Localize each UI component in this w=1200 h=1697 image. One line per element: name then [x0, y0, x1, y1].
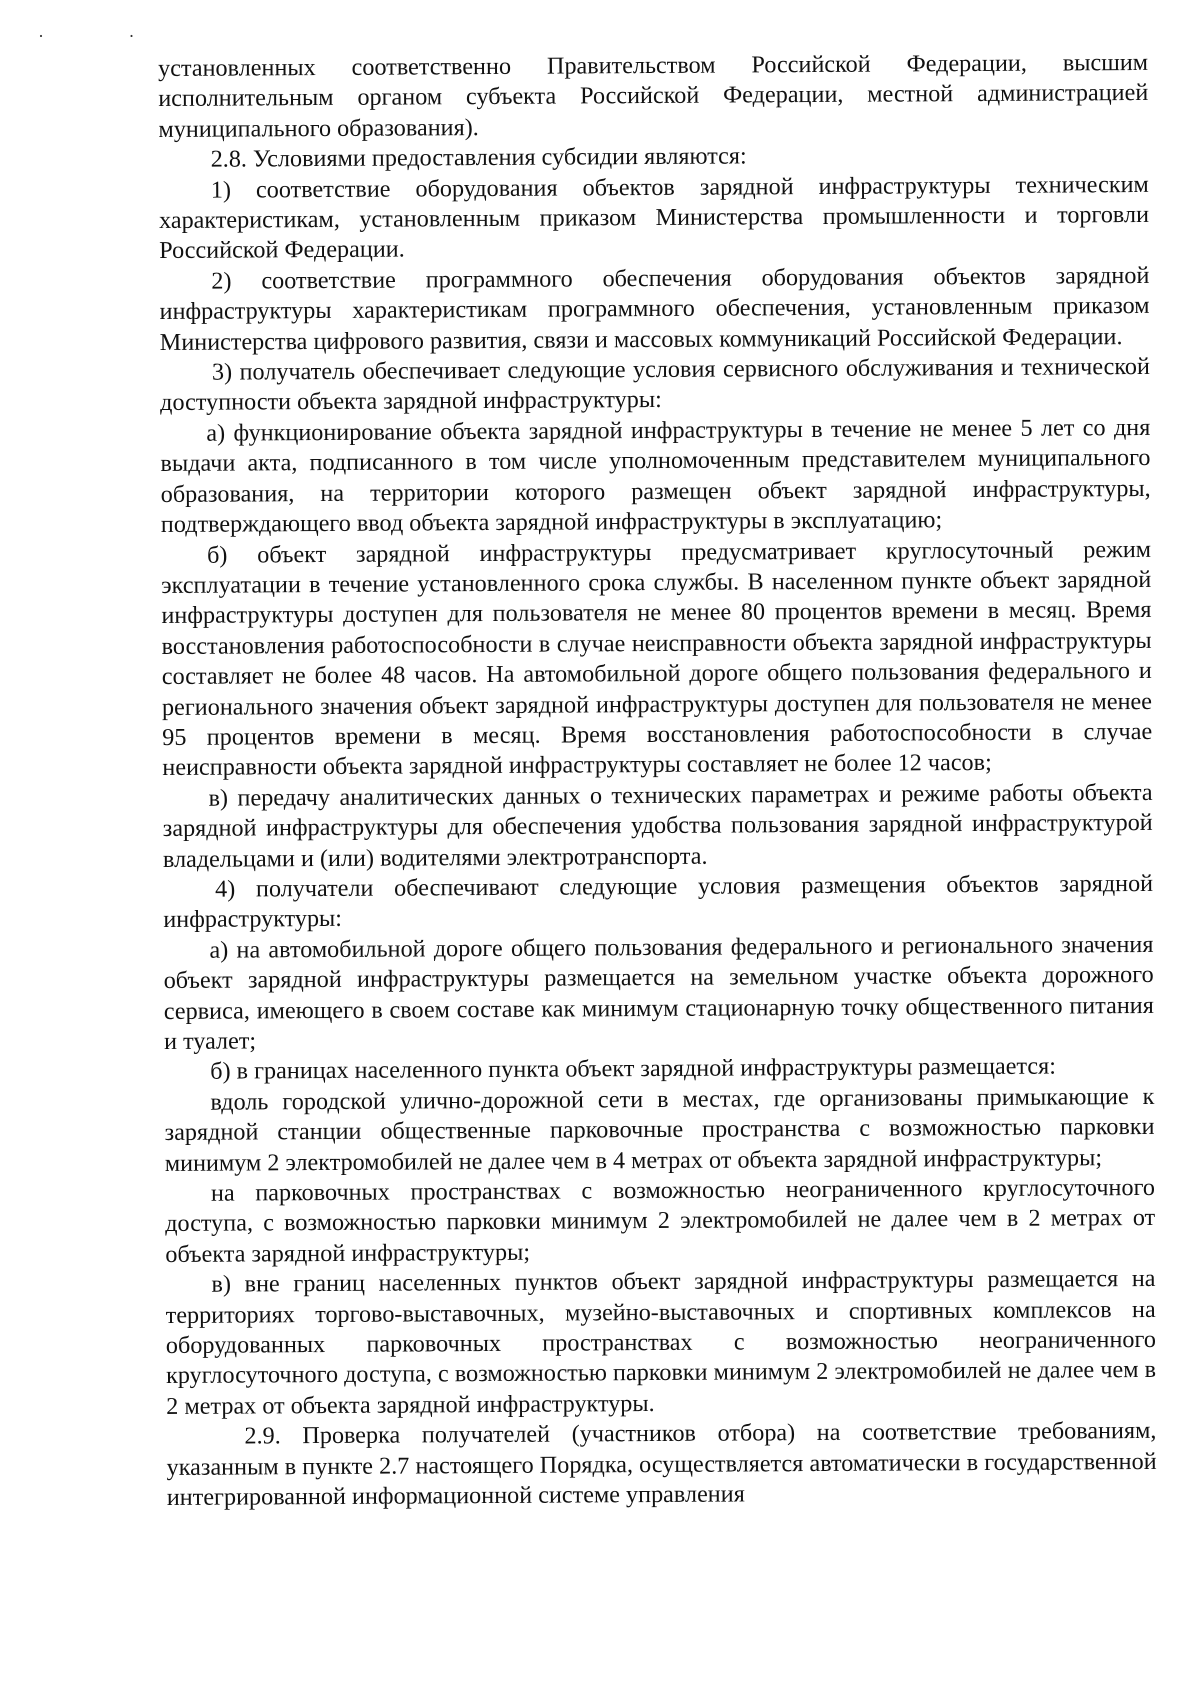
paragraph-continuation: установленных соответственно Правительством Российской Федерации, высшим исполнительным органом субъекта Российской Федерации, местной администрацией муниципального образования).	[158, 48, 1149, 143]
paragraph-condition-4b: б) в границах населенного пункта объект зарядной инфраструктуры размещается:	[210, 1052, 1056, 1086]
paragraph-condition-3a: а) функционирование объекта зарядной инфраструктуры в течение не менее 5 лет со дня выдачи акта, подписанного в том числе уполномоченным представителем муниципального образования, на территории которого размещен объект зарядной инфраструктуры, подтверждающего ввод объекта зарядной инфраструктуры в эксплуатацию;	[160, 413, 1151, 539]
document-page	[158, 48, 1157, 1514]
paragraph-condition-4v: в) вне границ населенных пунктов объект зарядной инфраструктуры размещается на территориях торгово-выставочных, музейно-выставочных и спортивных комплексов на оборудованных парковочных пространствах с возможностью неограниченного круглосуточного доступа, с возможностью парковки минимум 2 электромобилей не далее чем в 2 метрах от объекта зарядной инфраструктуры.	[165, 1265, 1157, 1420]
paragraph-condition-4a: а) на автомобильной дороге общего пользования федерального и регионального значения объект зарядной инфраструктуры размещается на земельном участке объекта дорожного сервиса, имеющего в своем составе как минимум стационарную точку общественного питания и туалет;	[163, 930, 1154, 1055]
paragraph-condition-3b: б) объект зарядной инфраструктуры предусматривает круглосуточный режим эксплуатации в течение установленного срока службы. В населенном пункте объект зарядной инфраструктуры доступен для пользователя не менее 80 процентов времени в месяц. Время восстановления работоспособности в случае неисправности объекта зарядной инфраструктуры составляет не более 48 часов. На автомобильной дороге общего пользования федерального и регионального значения объект зарядной инфраструктуры доступен для пользователя не менее 95 процентов времени в месяц. Время восстановления работоспособности в случае неисправности объекта зарядной инфраструктуры составляет не более 12 часов;	[161, 535, 1153, 782]
paragraph-2-9: 2.9. Проверка получателей (участников отбора) на соответствие требованиям, указанным в пункте 2.7 настоящего Порядка, осуществляется автоматически в государственной интегрированной информационной системе управления	[166, 1417, 1157, 1512]
paragraph-condition-3v: в) передачу аналитических данных о технических параметрах и режиме работы объекта зарядной инфраструктуры для обеспечения удобства пользования зарядной инфраструктурой владельцами и (или) водителями электротранспорта.	[162, 778, 1153, 873]
paragraph-condition-3: 3) получатель обеспечивает следующие условия сервисного обслуживания и технической доступности объекта зарядной инфраструктуры:	[160, 353, 1151, 417]
paragraph-condition-4: 4) получатели обеспечивают следующие условия размещения объектов зарядной инфраструктуры:	[163, 869, 1154, 934]
paragraph-condition-1: 1) соответствие оборудования объектов зарядной инфраструктуры техническим характеристикам, установленным приказом Министерства промышленности и торговли Российской Федерации.	[158, 170, 1150, 265]
paragraph-condition-2: 2) соответствие программного обеспечения оборудования объектов зарядной инфраструктуры характеристикам программного обеспечения, установленным приказом Министерства цифрового развития, связи и массовых коммуникаций Российской Федерации.	[159, 261, 1150, 356]
paragraph-condition-4b-street: вдоль городской улично-дорожной сети в местах, где организованы примыкающие к зарядной станции общественные парковочные пространства с возможностью парковки минимум 2 электромобилей не далее чем в 4 метрах от объекта зарядной инфраструктуры;	[164, 1082, 1155, 1177]
paragraph-condition-4b-parking: на парковочных пространствах с возможностью неограниченного круглосуточного доступа, с возможностью парковки минимум 2 электромобилей не далее чем в 2 метрах от объекта зарядной инфраструктуры;	[165, 1173, 1156, 1268]
paragraph-2-8-heading: 2.8. Условиями предоставления субсидии являются:	[210, 142, 747, 173]
scan-artifact-dots: · ·	[38, 26, 175, 46]
